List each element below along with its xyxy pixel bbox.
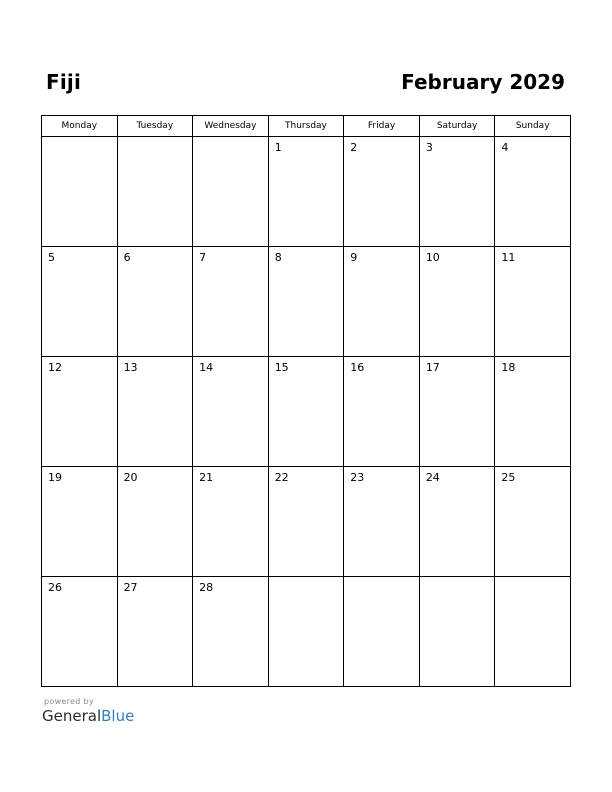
day-cell — [344, 247, 420, 357]
day-cell — [193, 357, 269, 467]
week-row — [42, 357, 571, 467]
day-cell — [495, 577, 571, 687]
weekday-header: Saturday — [419, 116, 495, 137]
day-cell — [419, 137, 495, 247]
day-cell — [344, 467, 420, 577]
weekday-header: Monday — [42, 116, 118, 137]
brand-general-text: General — [42, 707, 102, 725]
day-number: 18 — [501, 361, 516, 374]
weekday-header: Friday — [344, 116, 420, 137]
day-cell — [42, 357, 118, 467]
day-cell — [419, 357, 495, 467]
day-number: 27 — [123, 581, 138, 594]
day-cell — [495, 247, 571, 357]
day-number: 5 — [48, 251, 55, 264]
day-cell — [117, 247, 193, 357]
day-number: 21 — [199, 471, 214, 484]
day-cell — [268, 577, 344, 687]
day-cell — [344, 577, 420, 687]
day-number: 15 — [274, 361, 289, 374]
brand-blue-text: Blue — [101, 707, 135, 725]
day-number — [420, 577, 495, 581]
weekday-header: Sunday — [495, 116, 571, 137]
day-number: 25 — [501, 471, 516, 484]
day-number: 11 — [501, 251, 516, 264]
day-number: 17 — [425, 361, 440, 374]
day-cell — [193, 577, 269, 687]
weekday-header: Tuesday — [117, 116, 193, 137]
day-cell — [419, 467, 495, 577]
brand-footer — [42, 697, 134, 725]
day-number: 3 — [425, 141, 433, 154]
country-name: Fiji — [46, 70, 82, 94]
day-number: 24 — [425, 471, 440, 484]
weekday-header: Thursday — [268, 116, 344, 137]
day-number — [344, 577, 419, 581]
weekday-header-row — [42, 116, 571, 137]
day-number — [269, 577, 344, 581]
day-number: 6 — [123, 251, 131, 264]
day-cell — [268, 467, 344, 577]
weekday-header: Wednesday — [193, 116, 269, 137]
day-number — [118, 137, 193, 141]
week-row — [42, 247, 571, 357]
day-number: 4 — [501, 141, 509, 154]
week-row — [42, 577, 571, 687]
day-number: 22 — [274, 471, 289, 484]
day-number: 12 — [48, 361, 62, 374]
day-cell — [117, 577, 193, 687]
powered-by-text: powered by — [44, 697, 94, 706]
month-title: February 2029 — [401, 70, 565, 94]
day-number: 1 — [274, 141, 282, 154]
day-number: 7 — [199, 251, 207, 264]
day-number — [193, 137, 268, 141]
day-cell — [268, 357, 344, 467]
day-cell — [117, 357, 193, 467]
day-number: 16 — [350, 361, 365, 374]
day-number: 26 — [48, 581, 62, 594]
day-number: 19 — [48, 471, 62, 484]
day-cell — [344, 137, 420, 247]
day-number — [495, 577, 570, 581]
day-number: 13 — [123, 361, 138, 374]
calendar-grid — [41, 115, 571, 687]
day-number: 14 — [199, 361, 214, 374]
day-number: 2 — [350, 141, 358, 154]
day-cell — [268, 137, 344, 247]
day-cell — [42, 247, 118, 357]
week-row — [42, 137, 571, 247]
day-cell — [344, 357, 420, 467]
day-cell — [419, 577, 495, 687]
day-cell — [419, 247, 495, 357]
day-cell — [193, 247, 269, 357]
brand-logo — [42, 707, 134, 725]
day-number — [42, 137, 117, 141]
day-cell — [193, 137, 269, 247]
day-cell — [495, 467, 571, 577]
day-cell — [495, 357, 571, 467]
day-number: 28 — [199, 581, 214, 594]
day-number: 8 — [274, 251, 282, 264]
day-cell — [268, 247, 344, 357]
day-number: 10 — [425, 251, 440, 264]
day-number: 20 — [123, 471, 138, 484]
day-number: 9 — [350, 251, 358, 264]
day-cell — [117, 137, 193, 247]
day-cell — [193, 467, 269, 577]
day-cell — [42, 467, 118, 577]
day-number: 23 — [350, 471, 365, 484]
day-cell — [42, 577, 118, 687]
day-cell — [42, 137, 118, 247]
day-cell — [495, 137, 571, 247]
week-row — [42, 467, 571, 577]
day-cell — [117, 467, 193, 577]
